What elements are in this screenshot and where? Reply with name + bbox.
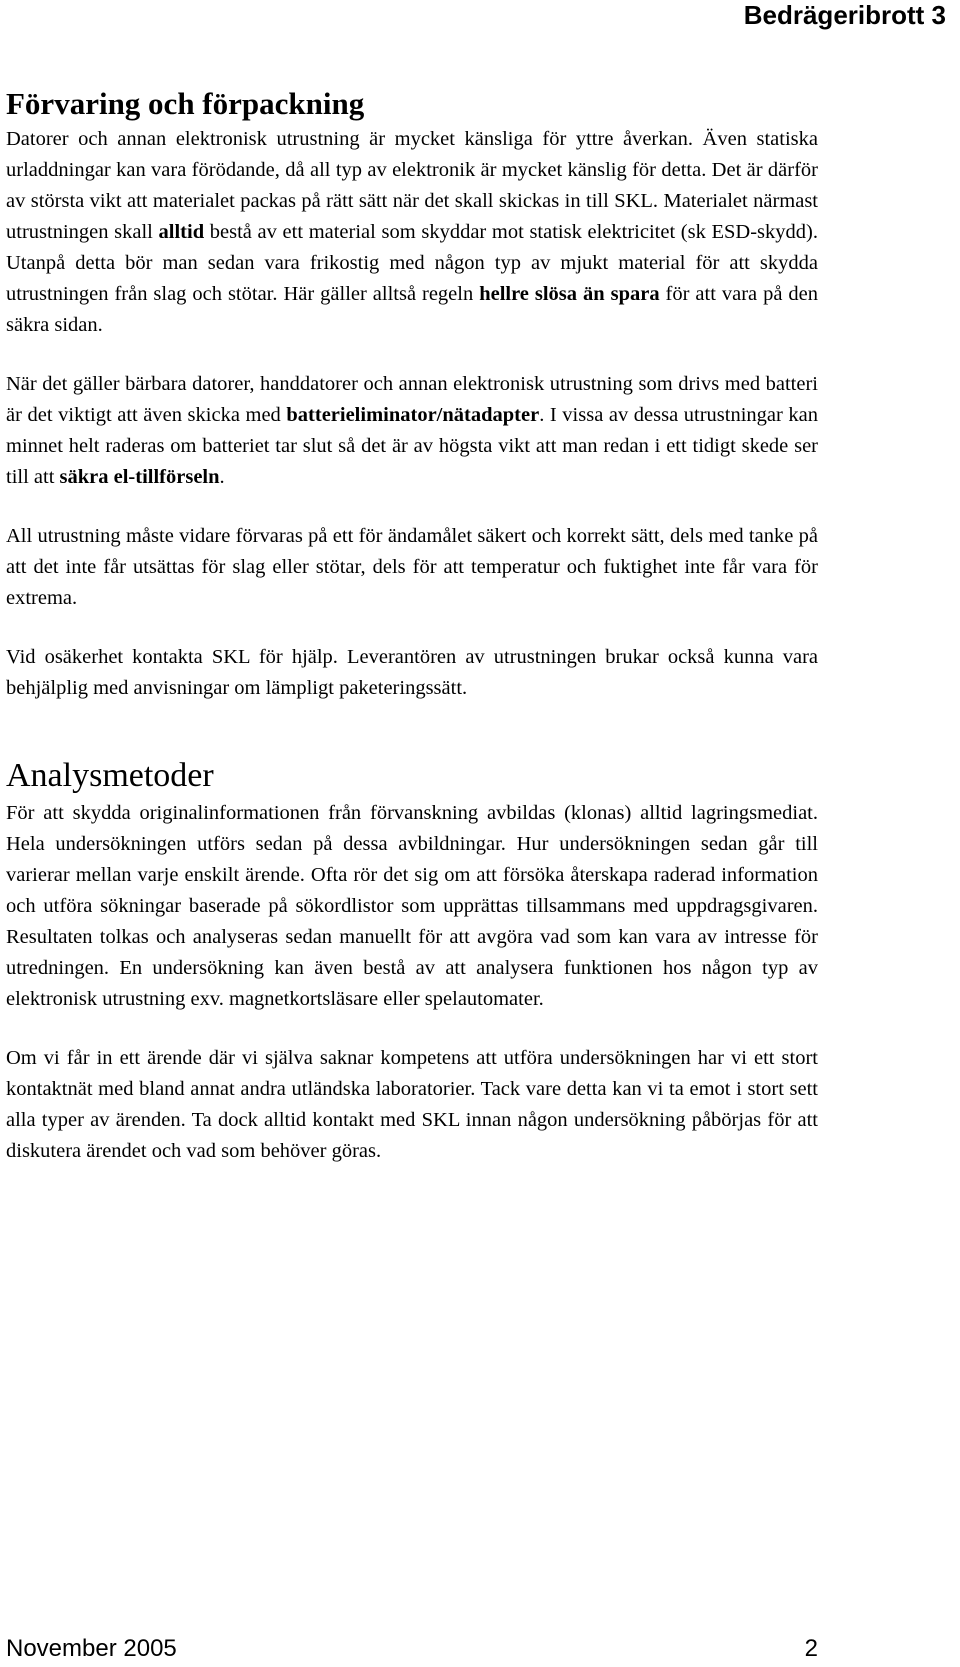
bold-text: alltid: [158, 221, 205, 243]
text-run: . I vissa av dessa utrustningar kan minnet helt raderas om batteriet tar slut så det är av högsta vikt att man redan i ett tidigt skede ser till att: [6, 404, 819, 488]
running-header: Bedrägeribrott 3: [743, 0, 946, 30]
paragraph: [6, 124, 818, 341]
document-body: [6, 84, 818, 1167]
bold-text: säkra el-tillförseln: [59, 466, 220, 488]
text-run: för att vara på den säkra sidan.: [6, 283, 819, 336]
text-run: bestå av ett material som skyddar mot statisk elektricitet (sk ESD-skydd). Utanpå detta bör man sedan vara frikostig med någon typ av mjukt material för att skydda utrustningen från slag och stötar. Här gäller alltså regeln: [6, 221, 818, 305]
page-footer: [6, 1635, 818, 1663]
paragraph: [6, 369, 818, 493]
section-heading: Analysmetoder: [6, 757, 214, 794]
section-heading: Förvaring och förpackning: [6, 86, 365, 121]
text-run: .: [219, 466, 225, 488]
paragraph: All utrustning måste vidare förvaras på ett för ändamålet säkert och korrekt sätt, dels med tanke på att det inte får utsättas för slag eller stötar, dels för att temperatur och fuktighet inte får vara för extrema.: [6, 525, 818, 609]
bold-text: hellre slösa än spara: [479, 283, 660, 305]
footer-date: November 2005: [6, 1635, 177, 1662]
text-run: När det gäller bärbara datorer, handdatorer och annan elektronisk utrustning som drivs med batteri är det viktigt att även skicka med: [6, 373, 818, 426]
page-number: 2: [804, 1635, 818, 1662]
paragraph: För att skydda originalinformationen från förvanskning avbildas (klonas) alltid lagringsmediat. Hela undersökningen utförs sedan på dessa avbildningar. Hur undersökningen sedan går till varierar mellan varje enskilt ärende. Ofta rör det sig om att försöka återskapa raderad information och utföra sökningar baserade på sökordlistor som upprättas tillsammans med uppdragsgivaren. Resultaten tolkas och analyseras sedan manuellt för att avgöra vad som kan vara av intresse för utredningen. En undersökning kan även bestå av att analysera funktionen hos någon typ av elektronisk utrustning exv. magnetkortsläsare eller spelautomater.: [6, 802, 818, 1010]
paragraph: Om vi får in ett ärende där vi själva saknar kompetens att utföra undersökningen har vi ett stort kontaktnät med bland annat andra utländska laboratorier. Tack vare detta kan vi ta emot i stort sett alla typer av ärenden. Ta dock alltid kontakt med SKL innan någon undersökning påbörjas för att diskutera ärendet och vad som behöver göras.: [6, 1047, 818, 1162]
paragraph: Vid osäkerhet kontakta SKL för hjälp. Leverantören av utrustningen brukar också kunna vara behjälplig med anvisningar om lämpligt paketeringssätt.: [6, 646, 818, 699]
text-run: Datorer och annan elektronisk utrustning är mycket känsliga för yttre åverkan. Även statiska urladdningar kan vara förödande, då all typ av elektronik är mycket känslig för detta. Det är därför av största vikt att materialet packas på rätt sätt när det skall skickas in till SKL. Materialet närmast utrustningen skall: [6, 128, 818, 243]
bold-text: batterieliminator/nätadapter: [286, 404, 540, 426]
